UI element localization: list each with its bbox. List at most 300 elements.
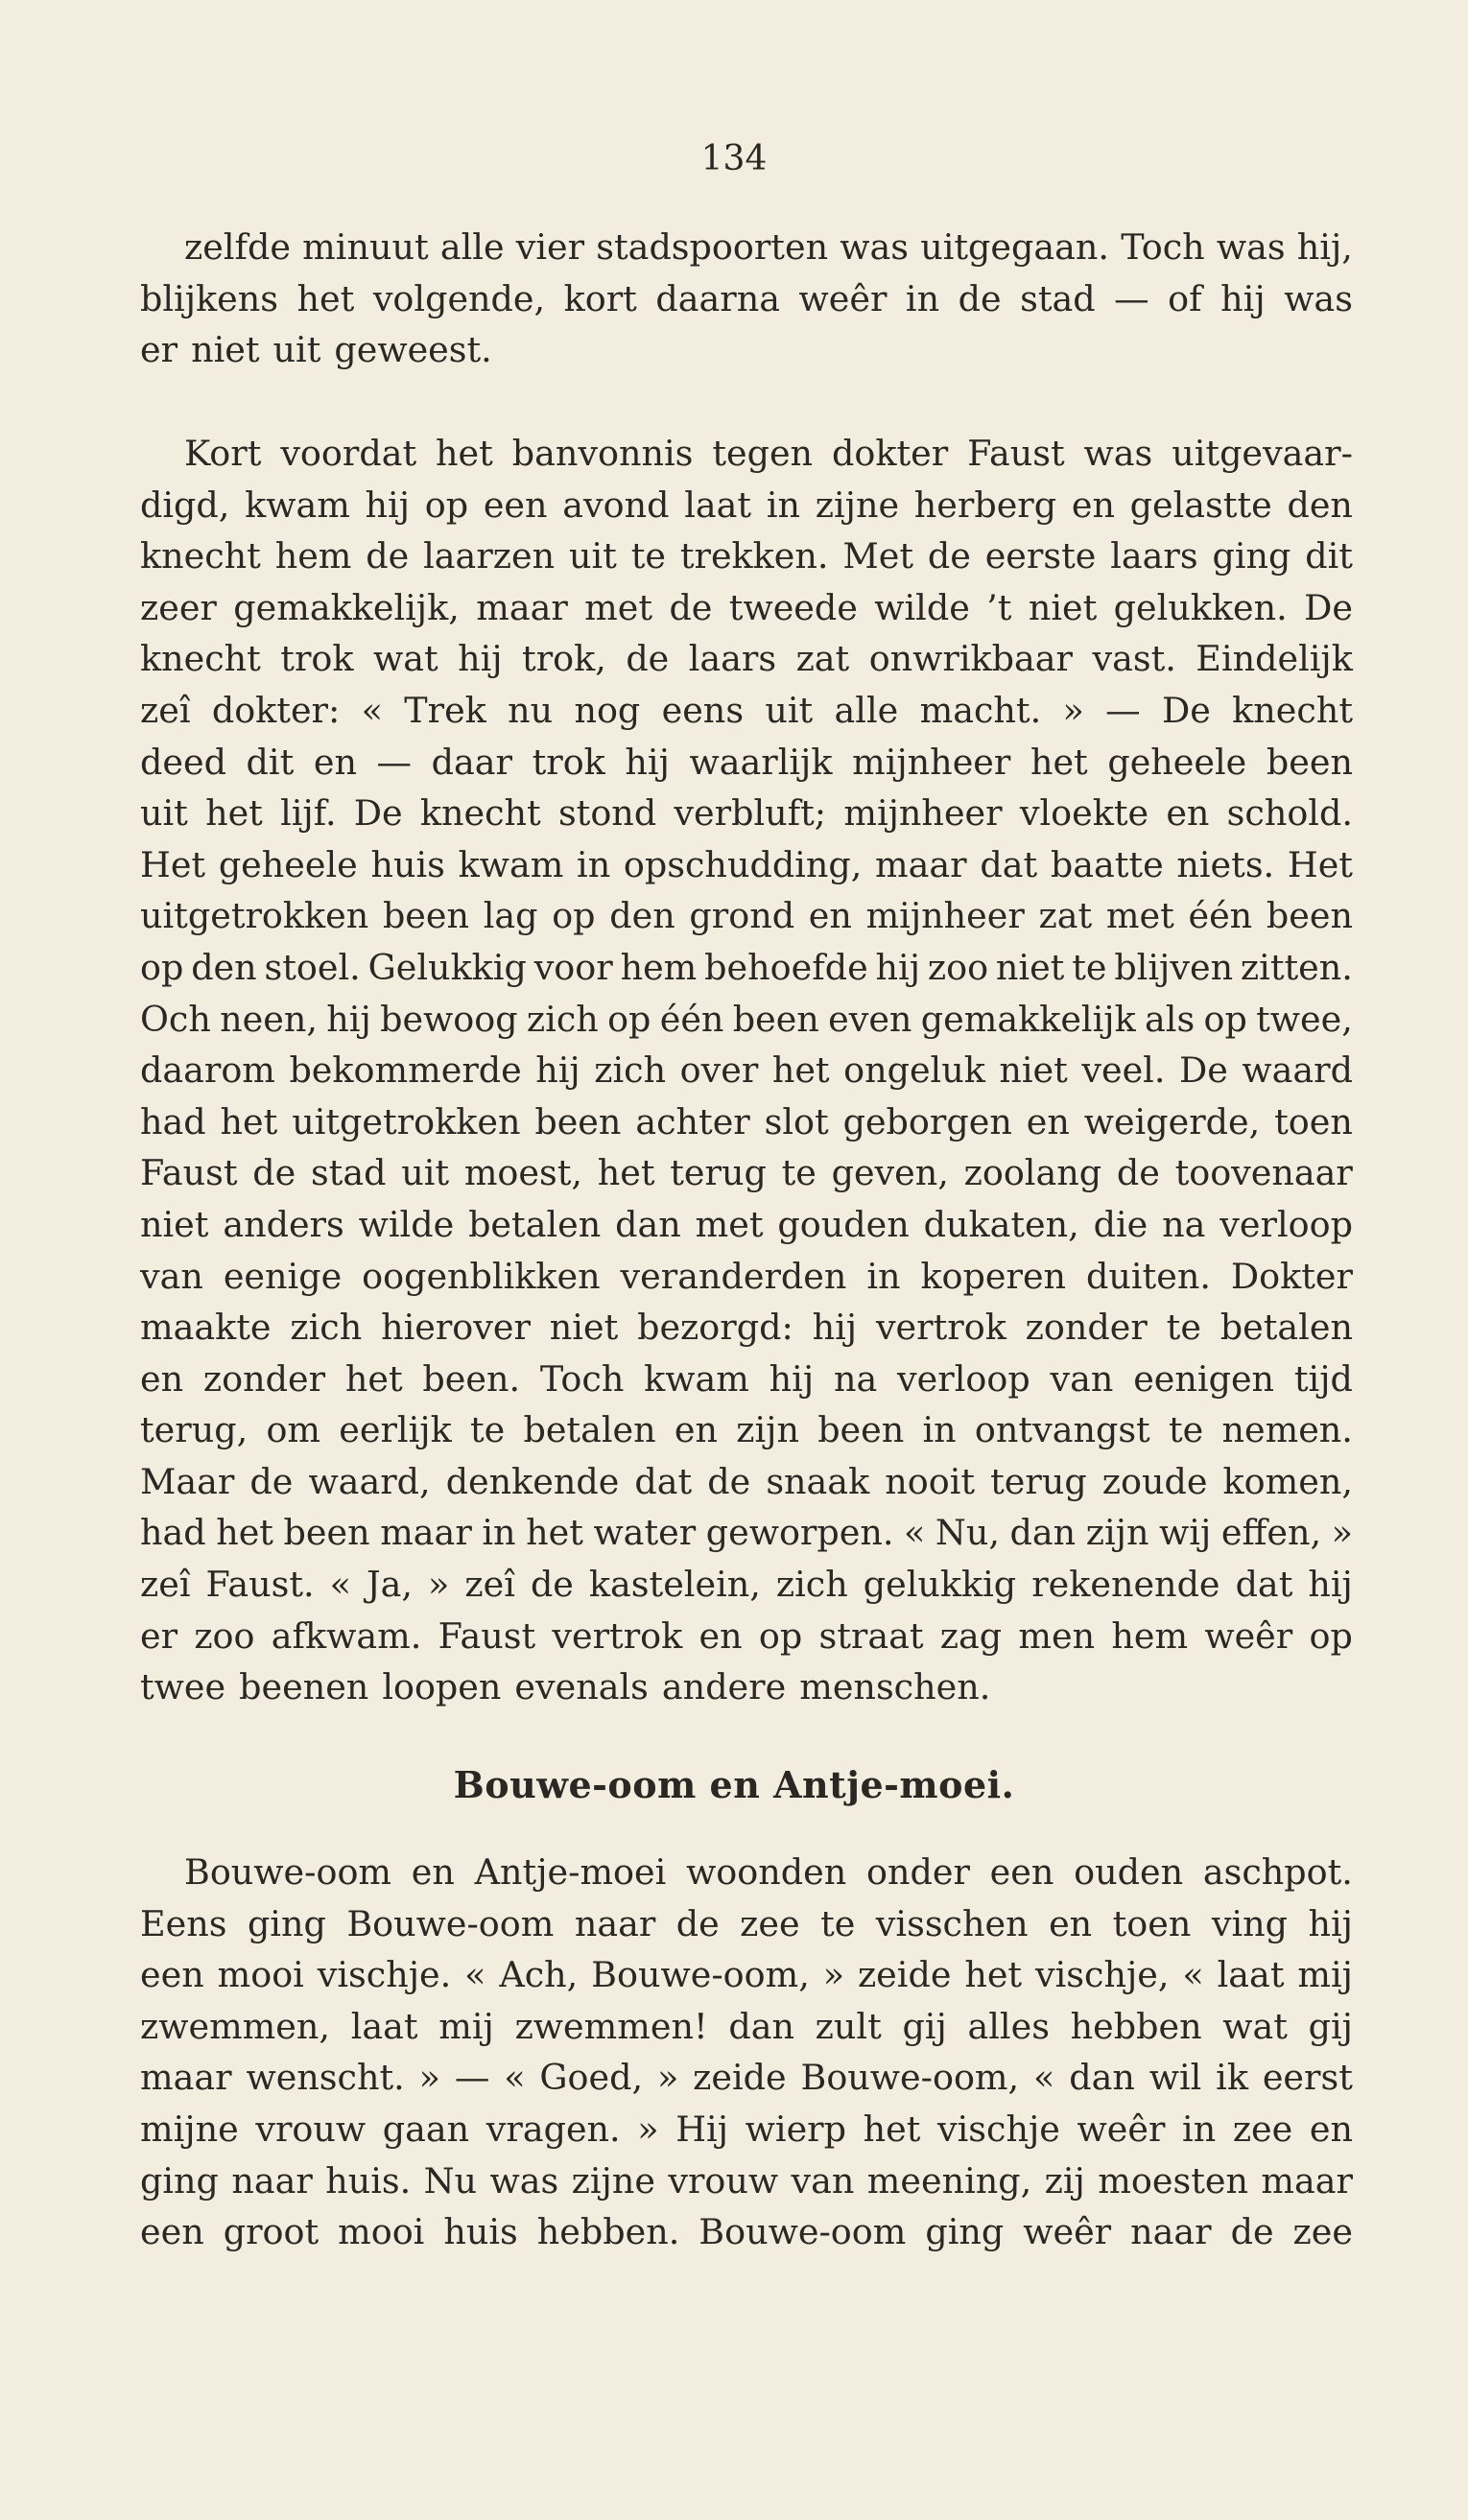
word: digd,	[140, 483, 230, 526]
word: vast.	[1092, 638, 1176, 680]
word: uitgegaan.	[920, 226, 1110, 268]
word: op	[1203, 998, 1247, 1040]
word: geworpen.	[705, 1512, 894, 1554]
text-line	[140, 530, 1353, 582]
text-line	[140, 788, 1353, 839]
word: in	[1182, 2108, 1217, 2150]
word: stad	[1020, 277, 1096, 319]
word: maar	[140, 2057, 232, 2099]
word: met	[1105, 895, 1174, 937]
word: op	[1309, 1614, 1353, 1657]
word: »	[656, 2057, 679, 2099]
word: in	[577, 843, 611, 885]
word: grond	[689, 895, 795, 937]
word: hierover	[381, 1307, 531, 1349]
text-line	[140, 942, 1353, 994]
word: het	[771, 1049, 830, 1092]
word: Met	[842, 535, 914, 577]
word: zult	[815, 2005, 882, 2047]
word: en	[411, 1851, 455, 1893]
word: onwrikbaar	[868, 638, 1073, 680]
word: daarom	[140, 1049, 275, 1092]
word: Hij	[675, 2108, 729, 2150]
word: betalen	[468, 1203, 602, 1245]
word: was	[1216, 226, 1286, 268]
word: afkwam.	[271, 1614, 422, 1657]
word: blijven	[1114, 946, 1234, 988]
word: alles	[967, 2005, 1050, 2047]
word: op	[758, 1614, 803, 1657]
word: één	[659, 998, 724, 1040]
word: kwam	[458, 843, 564, 885]
word: vischje.	[317, 1954, 452, 1996]
word: zich	[775, 1564, 848, 1606]
word: gij	[1308, 2005, 1353, 2047]
word: eerlijk	[339, 1409, 452, 1451]
word: om	[266, 1409, 321, 1451]
word: Bouwe-oom,	[800, 2057, 1020, 2099]
word: «	[464, 1954, 486, 1996]
word: De	[1304, 586, 1353, 628]
word: zoo	[194, 1614, 255, 1657]
word: dan	[728, 2005, 794, 2047]
word: verbluft;	[674, 792, 827, 835]
word: hem	[1111, 1614, 1189, 1657]
word: die	[1093, 1203, 1148, 1245]
word: vrouw	[668, 2159, 779, 2202]
word: wil	[1148, 2057, 1202, 2099]
word: Eindelijk	[1196, 638, 1353, 680]
text-line	[140, 1949, 1353, 2001]
word: «	[1033, 2057, 1055, 2099]
word: stad	[310, 1152, 387, 1194]
word: Goed,	[539, 2057, 644, 2099]
word: wat	[1222, 2005, 1288, 2047]
word: er	[140, 1614, 178, 1657]
word: Nu,	[935, 1512, 1000, 1554]
word: en	[808, 895, 852, 937]
word: Faust	[140, 1152, 238, 1194]
word: Het	[1287, 843, 1353, 885]
word: trok	[532, 741, 605, 783]
text-line	[140, 685, 1353, 737]
word: betalen	[523, 1409, 656, 1451]
word: de	[366, 535, 410, 577]
word: Bouwe-oom	[184, 1851, 392, 1893]
word: het	[220, 1100, 278, 1142]
word: gelukkig	[863, 1564, 1017, 1606]
word: niet	[191, 329, 260, 371]
word: «	[1182, 1954, 1204, 1996]
word: twee	[140, 1666, 226, 1708]
word: na	[833, 1357, 878, 1400]
word: vischje	[937, 2108, 1060, 2150]
word: niet	[1028, 586, 1098, 628]
word: laars	[688, 638, 777, 680]
word: «	[504, 2057, 526, 2099]
word: weigerde,	[1083, 1100, 1261, 1142]
text-line	[140, 1096, 1353, 1148]
word: naar	[231, 2159, 313, 2202]
word: niets.	[1176, 843, 1275, 885]
word: kastelein,	[588, 1564, 761, 1606]
word: daarna	[655, 277, 780, 319]
word: en	[1071, 483, 1115, 526]
word: dat	[1235, 1564, 1293, 1606]
word: zee	[1232, 2108, 1293, 2150]
word: terug	[670, 1152, 767, 1194]
word: één	[1188, 895, 1253, 937]
word: Toch	[1121, 226, 1205, 268]
word: waard	[1242, 1049, 1353, 1092]
word: zich	[594, 1049, 667, 1092]
word: op	[424, 483, 469, 526]
word: er	[140, 329, 178, 371]
text-line	[140, 839, 1353, 891]
word: zeide	[857, 1954, 952, 1996]
word: loopen	[382, 1666, 502, 1708]
word: vertrok	[552, 1614, 683, 1657]
word: —	[1105, 689, 1141, 731]
word: de	[249, 1460, 294, 1502]
word: oogenblikken	[362, 1255, 601, 1297]
word: Trek	[404, 689, 486, 731]
word: op	[140, 946, 184, 988]
word: den	[1287, 483, 1353, 526]
word: dan	[1069, 2057, 1135, 2099]
word: baatte	[1050, 843, 1164, 885]
word: zwemmen,	[140, 2005, 331, 2047]
word: het	[436, 433, 493, 474]
word: de	[626, 638, 670, 680]
word: laarzen	[423, 535, 556, 577]
word: wierp	[745, 2108, 846, 2150]
paragraph-3	[140, 1847, 1353, 2258]
word: van	[791, 2159, 855, 2202]
word: vier	[515, 226, 585, 268]
word: laat	[1217, 1954, 1285, 1996]
word: kwam	[644, 1357, 749, 1400]
word: zat	[795, 638, 850, 680]
word: been	[817, 1409, 905, 1451]
word: mijnheer	[843, 792, 1003, 835]
word: in	[922, 1409, 957, 1451]
word: daar	[431, 741, 512, 783]
word: been	[534, 1100, 622, 1142]
word: weêr	[1204, 1614, 1293, 1657]
word: met	[584, 586, 653, 628]
word: Nu	[423, 2159, 478, 2202]
word: geheele	[218, 843, 358, 885]
text-line	[140, 1045, 1353, 1096]
word: zijne	[571, 2159, 655, 2202]
word: zoo	[927, 946, 989, 988]
word: wat	[372, 638, 438, 680]
word: ik	[1216, 2057, 1248, 2099]
word: dat	[980, 843, 1038, 885]
word: in	[766, 483, 800, 526]
word: been	[1266, 741, 1353, 783]
word: nu	[508, 689, 554, 731]
word: zat	[1038, 895, 1093, 937]
word: avond	[562, 483, 670, 526]
word: onder	[866, 1851, 970, 1893]
word: deed	[140, 741, 226, 783]
word: nog	[574, 689, 641, 731]
word: visschen	[875, 1902, 1029, 1944]
word: even	[828, 998, 912, 1040]
word: huis	[443, 2211, 518, 2253]
word: »	[1062, 689, 1084, 731]
word: geven,	[831, 1152, 949, 1194]
word: «	[904, 1512, 926, 1554]
word: vertrok	[875, 1307, 1006, 1349]
word: zich	[290, 1307, 363, 1349]
word: ’t	[986, 586, 1012, 628]
word: zonder	[1025, 1307, 1148, 1349]
word: stond	[557, 792, 657, 835]
paragraph-1	[140, 222, 1353, 376]
word: wilde	[358, 1203, 455, 1245]
word: Faust.	[205, 1564, 315, 1606]
word: alle	[439, 226, 505, 268]
word: zeide	[693, 2057, 787, 2099]
word: naar	[1130, 2211, 1212, 2253]
word: effen,	[1220, 1512, 1322, 1554]
word: zee	[1292, 2211, 1353, 2253]
text-line	[140, 1898, 1353, 1950]
text-line	[140, 1354, 1353, 1405]
word: laat	[684, 483, 752, 526]
word: beenen	[239, 1666, 369, 1708]
word: Kort	[184, 433, 262, 474]
word: verloop	[1219, 1203, 1353, 1245]
word: hij	[1220, 277, 1266, 319]
word: maar	[476, 586, 568, 628]
word: moest,	[463, 1152, 582, 1194]
word: was	[489, 2159, 559, 2202]
word: schold.	[1226, 792, 1353, 835]
word: zwemmen!	[514, 2005, 708, 2047]
word: het	[863, 2108, 921, 2150]
word: opschudding,	[623, 843, 863, 885]
word: het	[216, 1512, 273, 1554]
text-line	[140, 428, 1353, 480]
page-number: 134	[700, 139, 768, 178]
text-line	[140, 1559, 1353, 1611]
word: kwam	[245, 483, 350, 526]
word: zeer	[140, 586, 217, 628]
word: ouden	[1074, 1851, 1184, 1893]
word: hij,	[1296, 226, 1353, 268]
word: hebben	[1070, 2005, 1202, 2047]
word: been	[1266, 895, 1353, 937]
word: kort	[563, 277, 637, 319]
word: naar	[574, 1902, 656, 1944]
word: zeî	[464, 1564, 515, 1606]
word: in	[866, 1255, 901, 1297]
word: hij	[365, 483, 411, 526]
word: te	[1166, 1307, 1201, 1349]
word: hij	[535, 1049, 580, 1092]
word: ging	[925, 2211, 1005, 2253]
word: en	[1166, 792, 1210, 835]
word: De	[1161, 689, 1211, 731]
word: »	[822, 1954, 845, 1996]
word: uit	[765, 689, 814, 731]
word: en	[1049, 1902, 1093, 1944]
text-line	[140, 222, 1353, 273]
word: als	[1145, 998, 1196, 1040]
text-line	[140, 1847, 1353, 1898]
word: nemen.	[1221, 1409, 1353, 1451]
word: een	[140, 2211, 204, 2253]
text-line	[140, 2206, 1353, 2258]
word: gij	[902, 2005, 947, 2047]
word: zijne	[815, 483, 900, 526]
text-line	[140, 2155, 1353, 2207]
word: volgende,	[372, 277, 546, 319]
word: gaan	[382, 2108, 470, 2150]
word: zij	[1044, 2159, 1085, 2202]
word: te	[1072, 946, 1107, 988]
word: »	[637, 2108, 659, 2150]
word: Maar	[140, 1460, 235, 1502]
word: en	[140, 1357, 184, 1400]
word: terug	[990, 1460, 1087, 1502]
word: gelastte	[1129, 483, 1272, 526]
word: evenals	[514, 1666, 649, 1708]
word: weêr	[1077, 2108, 1166, 2150]
word: Och	[140, 998, 211, 1040]
word: en	[1309, 2108, 1353, 2150]
word: zee	[740, 1902, 800, 1944]
word: en	[313, 741, 357, 783]
word: nooit	[885, 1460, 976, 1502]
word: niet	[140, 1203, 209, 1245]
word: tijd	[1293, 1357, 1353, 1400]
word: weêr	[798, 277, 888, 319]
word: trekken.	[679, 535, 829, 577]
word: niet	[549, 1307, 619, 1349]
word: dit	[1305, 535, 1353, 577]
word: terug,	[140, 1409, 249, 1451]
word: uit	[401, 1152, 450, 1194]
word: huis.	[325, 2159, 412, 2202]
section-heading: Bouwe-oom en Antje-moei.	[453, 1763, 1015, 1806]
word: trok,	[522, 638, 606, 680]
word: —	[454, 2057, 490, 2099]
word: alle	[834, 689, 899, 731]
word: te	[1168, 1409, 1204, 1451]
word: menschen.	[799, 1666, 991, 1708]
word: een	[140, 1954, 204, 1996]
word: de	[530, 1564, 574, 1606]
word: te	[781, 1152, 817, 1194]
word: Bouwe-oom	[346, 1902, 555, 1944]
word: koperen	[920, 1255, 1067, 1297]
word: Ja,	[367, 1564, 414, 1606]
word: na	[1162, 1203, 1206, 1245]
word: been	[382, 895, 470, 937]
word: «	[361, 689, 383, 731]
word: ging	[140, 2159, 219, 2202]
word: dan	[1009, 1512, 1077, 1554]
word: Faust	[438, 1614, 536, 1657]
word: mij	[438, 2005, 494, 2047]
word: hij	[1308, 1564, 1353, 1606]
word: maar	[875, 843, 967, 885]
word: zonder	[202, 1357, 326, 1400]
word: vrouw	[255, 2108, 367, 2150]
word: moesten	[1098, 2159, 1248, 2202]
text-line	[140, 1661, 1353, 1713]
word: was	[1284, 277, 1353, 319]
word: Ach,	[499, 1954, 579, 1996]
text-line	[140, 582, 1353, 634]
word: de	[958, 277, 1002, 319]
word: van	[1050, 1357, 1114, 1400]
word: stadspoorten	[596, 226, 829, 268]
word: een	[989, 1851, 1054, 1893]
word: den	[609, 895, 675, 937]
word: en	[674, 1409, 718, 1451]
word: met	[695, 1203, 764, 1245]
word: de	[1230, 2211, 1274, 2253]
word: toen	[1112, 1902, 1192, 1944]
paragraph-2	[140, 428, 1353, 1713]
word: over	[679, 1049, 759, 1092]
word: andere	[661, 1666, 787, 1708]
word: de	[669, 586, 713, 628]
word: in	[482, 1512, 516, 1554]
word: op	[552, 895, 596, 937]
word: twee,	[1256, 998, 1353, 1040]
word: niet	[999, 1049, 1068, 1092]
word: te	[630, 535, 666, 577]
word: wilde	[874, 586, 970, 628]
word: macht.	[919, 689, 1042, 731]
word: straat	[818, 1614, 924, 1657]
word: de	[675, 1902, 720, 1944]
word: groot	[223, 2211, 320, 2253]
text-line	[140, 480, 1353, 531]
word: been	[283, 1512, 370, 1554]
word: mooi	[217, 1954, 304, 1996]
word: zich	[526, 998, 599, 1040]
word: been	[732, 998, 819, 1040]
word: gelukken.	[1113, 586, 1288, 628]
text-line	[140, 273, 1353, 325]
word: hij	[769, 1357, 815, 1400]
word: waarlijk	[689, 741, 833, 783]
word: de	[1116, 1152, 1160, 1194]
word: knecht	[419, 792, 541, 835]
word: wij	[1159, 1512, 1212, 1554]
word: eenige	[223, 1255, 343, 1297]
word: toovenaar	[1174, 1152, 1353, 1194]
word: Eens	[140, 1902, 227, 1944]
word: maakte	[140, 1307, 272, 1349]
word: water	[593, 1512, 697, 1554]
word: gouden	[777, 1203, 910, 1245]
word: tegen	[712, 433, 814, 474]
word: banvonnis	[511, 433, 694, 474]
word: tweede	[728, 586, 858, 628]
word: had	[140, 1100, 206, 1142]
word: Gelukkig	[367, 946, 527, 988]
word: zelfde	[184, 226, 291, 268]
